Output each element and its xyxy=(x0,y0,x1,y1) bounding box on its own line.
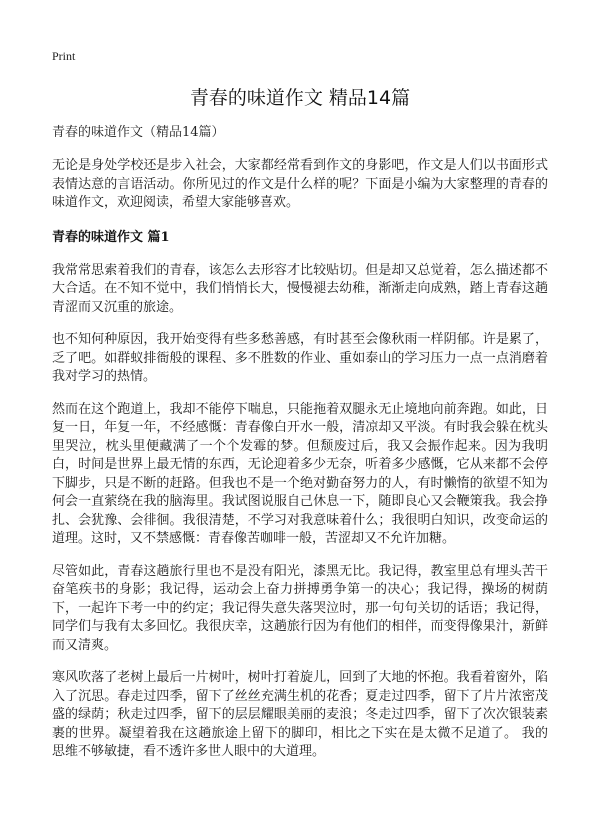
body-paragraph: 也不知何种原因，我开始变得有些多愁善感，有时甚至会像秋雨一样阴郁。许是累了，乏了吧。如群蚁排衙般的课程、多不胜数的作业、重如泰山的学习压力一点一点消磨着我对学习的热情。 xyxy=(52,332,548,384)
body-paragraph: 我常常思索着我们的青春，该怎么去形容才比较贴切。但是却又总觉着，怎么描述都不大合适。在不知不觉中，我们悄悄长大，慢慢褪去幼稚，渐渐走向成熟，踏上青春这趟青涩而又沉重的旅途。 xyxy=(52,262,548,315)
section-heading: 青春的味道作文 篇1 xyxy=(52,229,170,245)
body-paragraph: 寒风吹落了老树上最后一片树叶，树叶打着旋儿，回到了大地的怀抱。我看着窗外，陷入了沉思。春走过四季，留下了丝丝充满生机的花香；夏走过四季，留下了片片浓密茂盛的绿荫；秋走过四季，留下的层层耀眼美丽的麦浪；冬走过四季，留下了次次银装素裹的世界。凝望着我在这趟旅途上留下的脚印，相比之下实在是太微不足道了。 我的思维不够敏捷，看不透许多世人眼中的大道理。 xyxy=(52,670,548,759)
body-paragraph: 尽管如此，青春这趟旅行里也不是没有阳光，漆黑无比。我记得，教室里总有埋头苦干奋笔疾书的身影；我记得，运动会上奋力拼搏勇争第一的决心；我记得，操场的树荫下，一起许下考一中的约定；我记得失意失落哭泣时，那一句句关切的话语；我记得，同学们与我有太多回忆。我很庆幸，这趟旅行因为有他们的相伴，而变得像果汁，新鲜而又清爽。 xyxy=(52,563,548,653)
intro-paragraph: 无论是身处学校还是步入社会，大家都经常看到作文的身影吧，作文是人们以书面形式表情达意的言语活动。你所见过的作文是什么样的呢？下面是小编为大家整理的青春的味道作文，欢迎阅读，希望大家能够喜欢。 xyxy=(52,158,548,210)
body-paragraph: 然而在这个跑道上，我却不能停下喘息，只能拖着双腿永无止境地向前奔跑。如此，日复一日，年复一年，不经感慨：青春像白开水一般，清凉却又平淡。有时我会躲在枕头里哭泣，枕头里便藏满了一个个发霉的梦。但颓废过后，我又会振作起来。因为我明白，时间是世界上最无情的东西，无论迎着多少无奈，听着多少感慨，它从来都不会停下脚步，只是不断的赶路。但我也不是一个绝对勤奋努力的人，有时懒惰的欲望不知为何会一直萦绕在我的脑海里。我试图说服自己休息一下，随即良心又会鞭策我。我会挣扎、会犹豫、会徘徊。我很清楚，不学习对我意味着什么；我很明白知识，改变命运的道理。这时，又不禁感慨：青春像苦咖啡一般，苦涩却又不允许加糖。 xyxy=(52,401,548,546)
document-title: 青春的味道作文 精品14篇 xyxy=(189,87,411,109)
print-label[interactable]: Print xyxy=(52,49,76,63)
document-subtitle: 青春的味道作文（精品14篇） xyxy=(52,125,225,140)
